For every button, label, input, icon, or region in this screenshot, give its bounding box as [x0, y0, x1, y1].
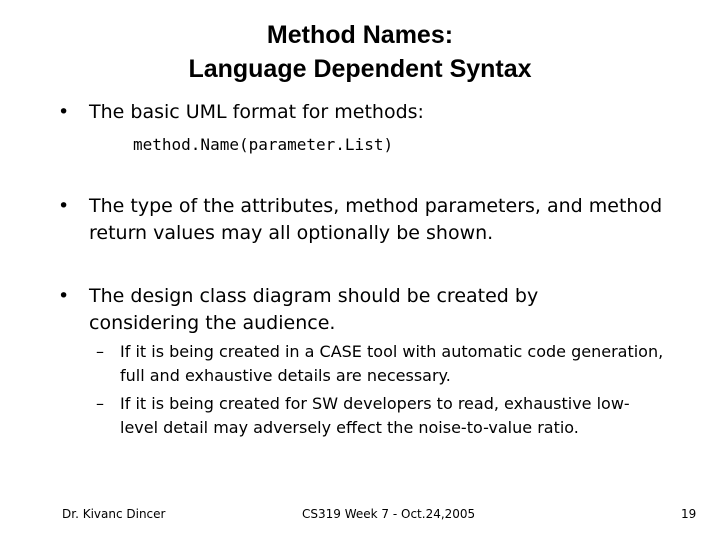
bullet-icon: • — [58, 285, 70, 307]
title-line-1: Method Names: — [266, 21, 454, 49]
sub-bullet-text: If it is being created for SW developers to read, exhaustive low-level detail may adversely effect the noise-to-value ratio. — [120, 394, 630, 437]
bullet-icon: • — [58, 195, 70, 217]
bullet-icon: • — [58, 101, 70, 123]
bullet-text: The basic UML format for methods: — [89, 101, 424, 123]
bullet-text: The design class diagram should be created by considering the audience. — [89, 285, 539, 334]
title-line-2: Language Dependent Syntax — [188, 55, 532, 83]
method-syntax-code: method.Name(parameter.List) — [133, 135, 394, 154]
bullet-text: The type of the attributes, method parameters, and method return values may all optionally be shown. — [89, 195, 663, 244]
slide-title — [0, 18, 720, 86]
footer-page-number: 19 — [681, 507, 697, 521]
sub-bullet-text: If it is being created in a CASE tool with automatic code generation, full and exhaustive details are necessary. — [120, 342, 664, 385]
dash-icon: – — [96, 394, 104, 413]
footer-course: CS319 Week 7 - Oct.24,2005 — [302, 507, 476, 521]
dash-icon: – — [96, 342, 104, 361]
footer-author: Dr. Kivanc Dincer — [62, 507, 166, 521]
